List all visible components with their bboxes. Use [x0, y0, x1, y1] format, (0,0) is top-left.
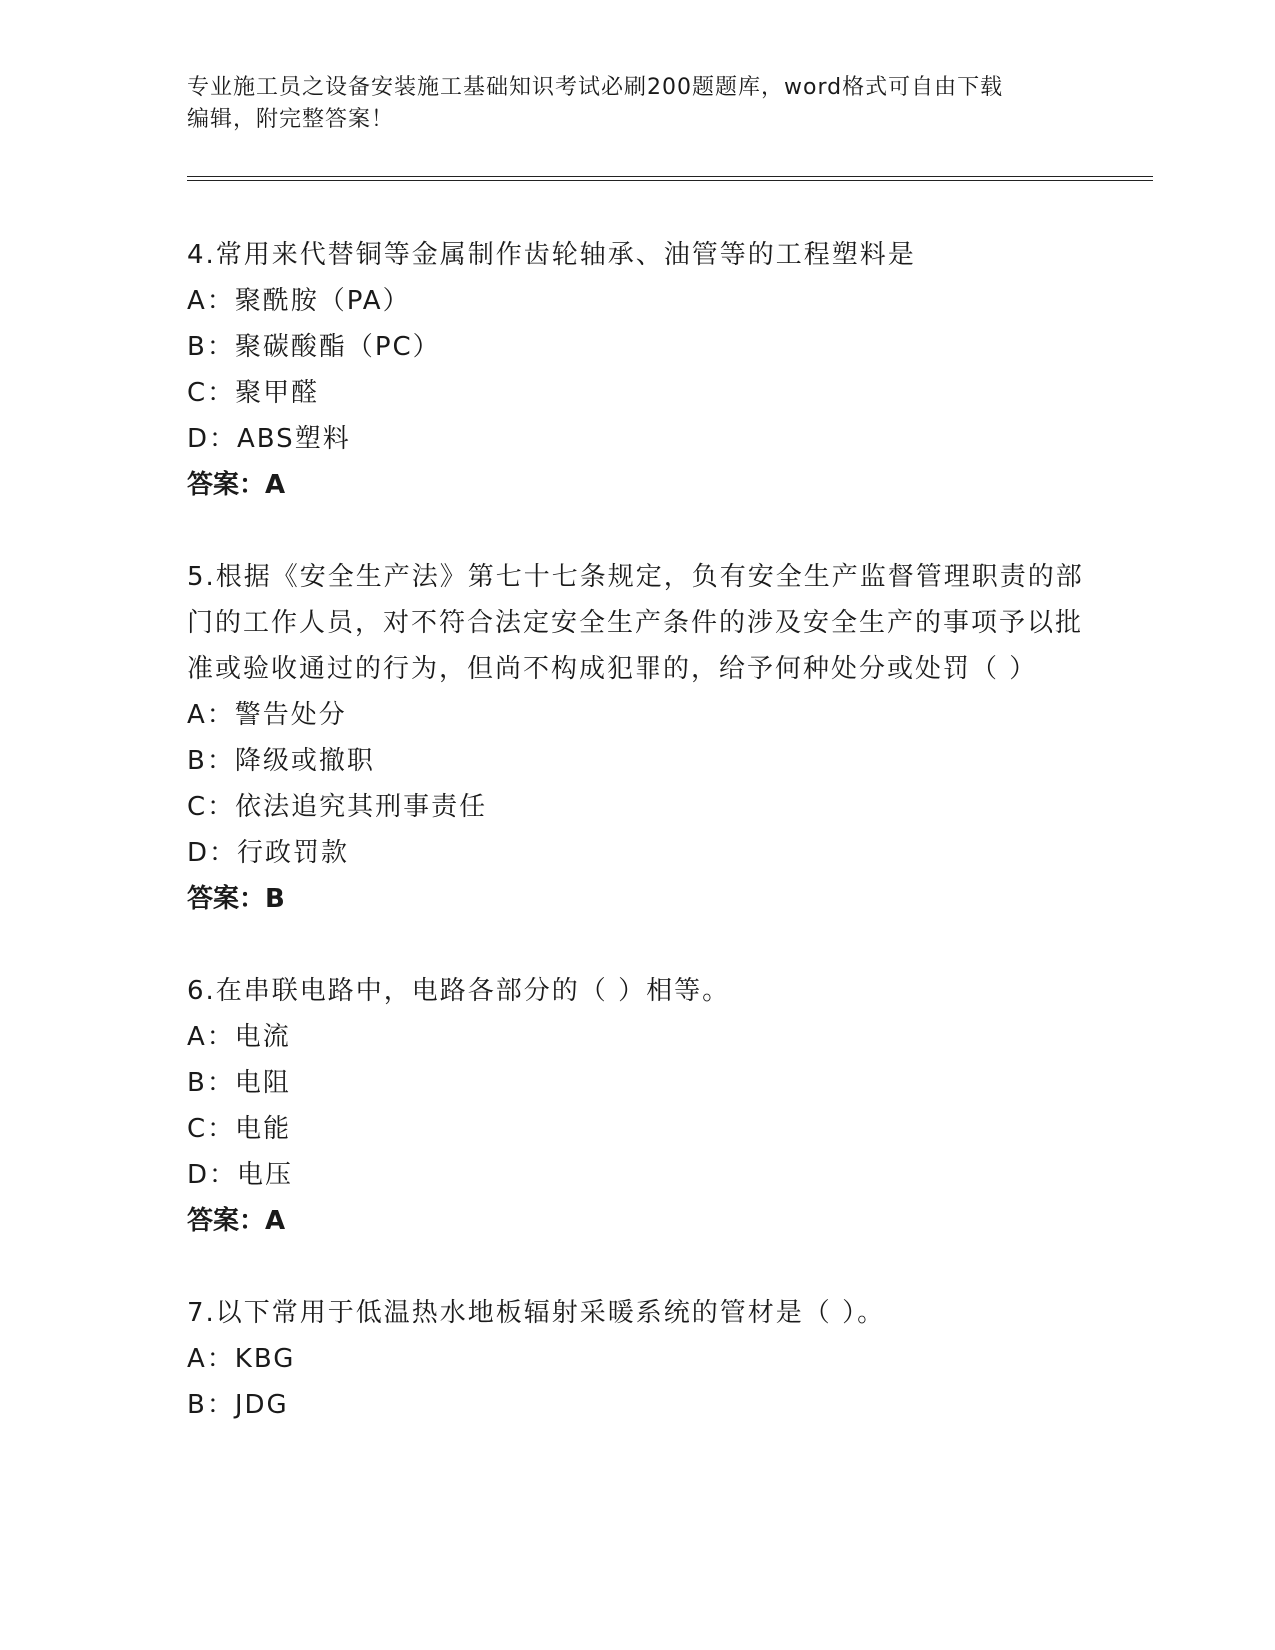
question-6 — [187, 968, 1087, 1244]
option-c: C：聚甲醛 — [187, 378, 320, 408]
header-double-rule — [187, 176, 1153, 181]
question-4 — [187, 232, 1087, 508]
answer-label: 答案：A — [187, 1206, 286, 1236]
option-a: A：聚酰胺（PA） — [187, 286, 411, 316]
option-b: B：电阻 — [187, 1068, 291, 1098]
answer-label: 答案：B — [187, 884, 285, 914]
option-c: C：电能 — [187, 1114, 292, 1144]
answer-label: 答案：A — [187, 470, 286, 500]
option-d: D：ABS塑料 — [187, 424, 351, 454]
option-a: A：KBG — [187, 1344, 296, 1374]
option-a: A：电流 — [187, 1022, 291, 1052]
question-list — [187, 232, 1087, 1474]
option-b: B：JDG — [187, 1390, 289, 1420]
option-d: D：电压 — [187, 1160, 294, 1190]
question-5 — [187, 554, 1087, 922]
option-a: A：警告处分 — [187, 700, 347, 730]
question-text: 5.根据《安全生产法》第七十七条规定，负有安全生产监督管理职责的部门的工作人员，对不符合法定安全生产条件的涉及安全生产的事项予以批准或验收通过的行为，但尚不构成犯罪的，给予何种处分或处罚（ ） — [187, 562, 1084, 684]
document-title-line-2: 编辑，附完整答案！ — [187, 107, 395, 132]
page-header — [187, 72, 1087, 136]
question-7 — [187, 1290, 1087, 1428]
question-text: 6.在串联电路中，电路各部分的（ ）相等。 — [187, 976, 731, 1006]
option-b: B：降级或撤职 — [187, 746, 375, 776]
question-text: 4.常用来代替铜等金属制作齿轮轴承、油管等的工程塑料是 — [187, 240, 916, 270]
option-d: D：行政罚款 — [187, 838, 350, 868]
document-title-line-1: 专业施工员之设备安装施工基础知识考试必刷200题题库，word格式可自由下载 — [187, 75, 1004, 100]
option-c: C：依法追究其刑事责任 — [187, 792, 488, 822]
question-text: 7.以下常用于低温热水地板辐射采暖系统的管材是（ ）。 — [187, 1298, 886, 1328]
option-b: B：聚碳酸酯（PC） — [187, 332, 441, 362]
